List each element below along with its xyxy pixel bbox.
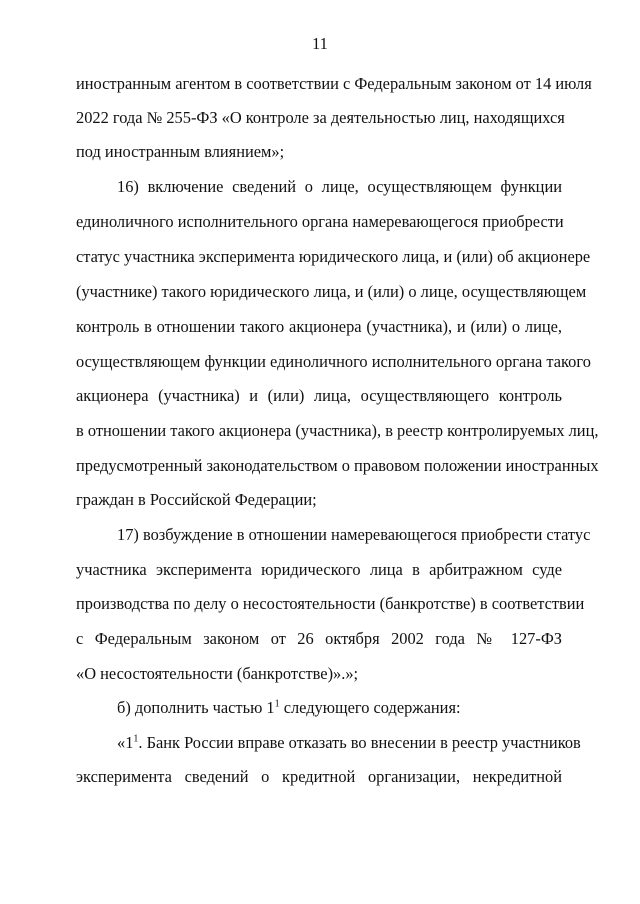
text-line: участника эксперимента юридического лица в арбитражном суде bbox=[76, 560, 562, 579]
page-number: 11 bbox=[312, 34, 328, 53]
text-line: акционера (участника) и (или) лица, осуществляющего контроль bbox=[76, 386, 562, 405]
text-line: «О несостоятельности (банкротстве)».»; bbox=[76, 664, 359, 683]
text-line: граждан в Российской Федерации; bbox=[76, 490, 317, 509]
text-line: предусмотренный законодательством о правовом положении иностранных bbox=[76, 456, 599, 475]
amendment-text: б) дополнить частью 1 bbox=[117, 698, 275, 717]
text-line: (участнике) такого юридического лица, и (или) о лице, осуществляющем bbox=[76, 282, 587, 301]
amendment-line bbox=[117, 698, 562, 718]
text-line: иностранным агентом в соответствии с Федеральным законом от 14 июля bbox=[76, 74, 592, 93]
text-line: производства по делу о несостоятельности (банкротстве) в соответствии bbox=[76, 594, 585, 613]
superscript: 1 bbox=[274, 698, 280, 710]
superscript: 1 bbox=[133, 733, 139, 745]
quoted-part-text: . Банк России вправе отказать во внесении в реестр участников bbox=[138, 733, 581, 752]
text-line: 2022 года № 255-ФЗ «О контроле за деятельностью лиц, находящихся bbox=[76, 108, 565, 127]
text-line: эксперимента сведений о кредитной организации, некредитной bbox=[76, 767, 562, 786]
quoted-part-start: «1 bbox=[117, 733, 134, 752]
text-line: контроль в отношении такого акционера (участника), и (или) о лице, bbox=[76, 317, 562, 336]
text-line: в отношении такого акционера (участника), в реестр контролируемых лиц, bbox=[76, 421, 599, 440]
text-line: под иностранным влиянием»; bbox=[76, 142, 285, 161]
list-item-17: 17) возбуждение в отношении намеревающегося приобрести статус bbox=[117, 525, 591, 544]
list-item-16: 16) включение сведений о лице, осуществляющем функции bbox=[117, 177, 562, 196]
text-line: с Федеральным законом от 26 октября 2002 года № 127-ФЗ bbox=[76, 629, 562, 648]
amendment-text-end: следующего содержания: bbox=[279, 698, 461, 717]
quoted-part-line bbox=[117, 733, 581, 753]
text-line: единоличного исполнительного органа намеревающегося приобрести bbox=[76, 212, 564, 231]
text-line: статус участника эксперимента юридического лица, и (или) об акционере bbox=[76, 247, 591, 266]
text-line: осуществляющем функции единоличного исполнительного органа такого bbox=[76, 352, 591, 371]
